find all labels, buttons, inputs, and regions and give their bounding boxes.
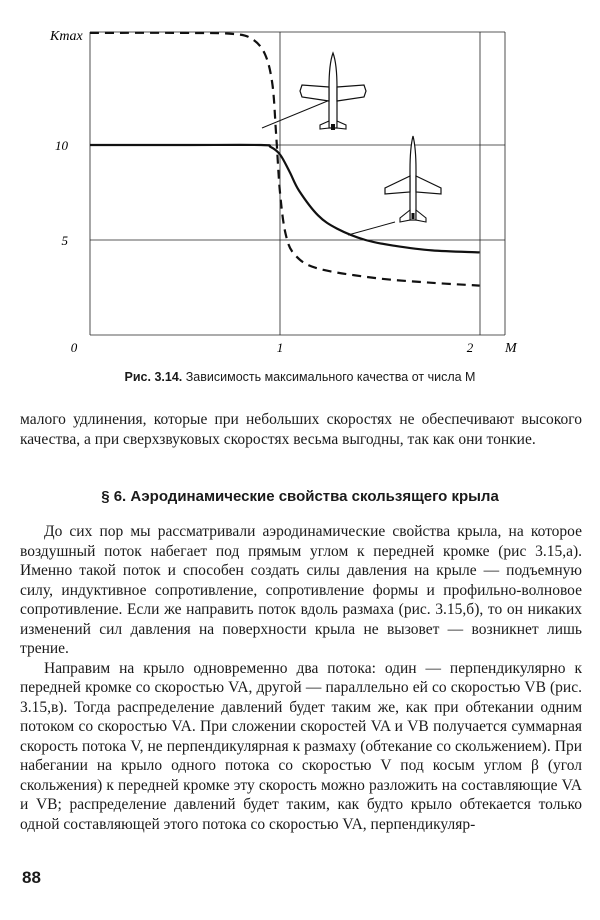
x-tick-label-1: 1 [276, 340, 284, 355]
continuation-text: малого удлинения, которые при небольших скоростях не обеспечивают высокого качества, а при сверхзвуковых скоростях весьма выгодны, так как они тонкие. [20, 411, 582, 448]
y-tick-label-10: 10 [55, 138, 68, 153]
continuation-paragraph [20, 410, 582, 449]
aircraft-b-icon [385, 136, 441, 222]
y-tick-label-5: 5 [61, 233, 68, 248]
x-tick-label-2: 2 [466, 340, 474, 355]
x-axis-label: M [505, 341, 517, 356]
paragraph-1: До сих пор мы рассматривали аэродинамические свойства крыла, на которое воздушный поток набегает под прямым углом к передней кромке (рис 3.15,а). Именно такой поток и способен создать силы давления на крыле — подъемную силу, индуктивное сопротивление, сопротивление формы и профильно-волновое сопротивление. Если же направить поток вдоль размаха (рис. 3.15,б), то он никаких изменений сил давления на поверхности крыла не вызовет — возникнет лишь трение. [20, 523, 582, 657]
aircraft-a-icon [300, 53, 366, 130]
series-line-solid [90, 145, 480, 253]
y-axis-label: Kmax [50, 29, 83, 44]
x-tick-label-0: 0 [70, 340, 78, 355]
leader-line-b [348, 222, 395, 235]
figure-caption [0, 370, 600, 384]
section-body [20, 522, 582, 834]
leader-line-a [262, 100, 330, 128]
page-number: 88 [22, 868, 41, 887]
series-line-dashed [90, 33, 480, 286]
section-heading: § 6. Аэродинамические свойства скользящего крыла [101, 488, 499, 505]
figure-caption-text: Зависимость максимального качества от числа М [185, 370, 476, 384]
grid [90, 32, 505, 335]
mach-quality-chart [0, 0, 600, 360]
figure-caption-label: Рис. 3.14. [124, 370, 183, 384]
paragraph-2: Направим на крыло одновременно два потока: один — перпендикулярно к передней кромке со скоростью VA, другой — параллельно ей со скоростью VB (рис. 3.15,в). Тогда распределение давлений будет таким же, как при обтекании одним потоком со скоростью VA. При сложении скоростей VA и VB получается суммарная скорость потока V, не перпендикулярная к размаху (обтекание со скольжением). При набегании на крыло одного потока со скоростью V под косым углом β (угол скольжения) к передней кромке эту скорость можно разложить на составляющие VA и VB; распределение давлений будет таким, как будто крыло обтекается только одной составляющей этого потока со скоростью VA, перпендикуляр- [20, 659, 582, 833]
